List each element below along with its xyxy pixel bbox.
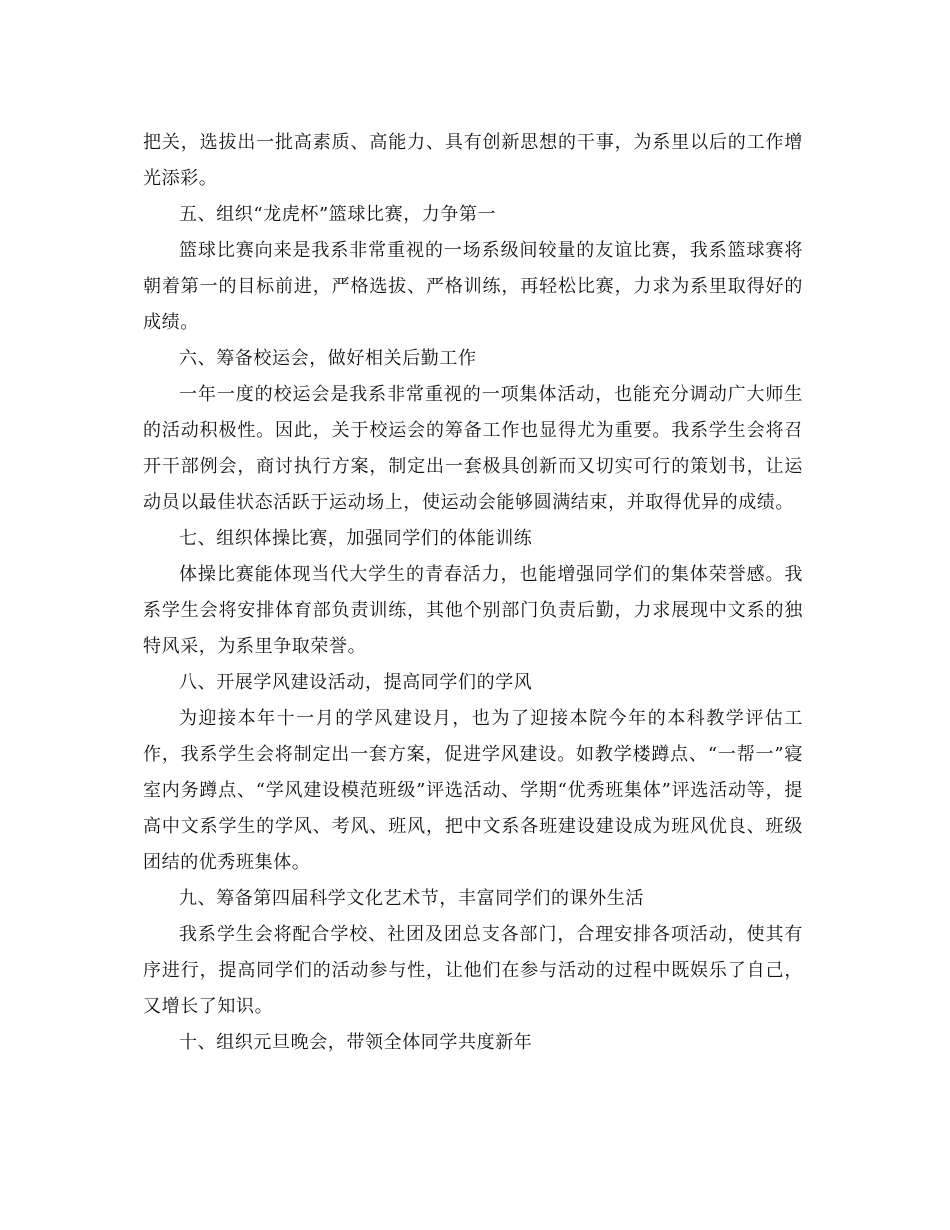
- document-body: [143, 125, 803, 1061]
- section-heading-7: 七、组织体操比赛，加强同学们的体能训练: [179, 528, 533, 549]
- paragraph-gymnastics: 体操比赛能体现当代大学生的青春活力，也能增强同学们的集体荣誉感。我系学生会将安排体育部负责训练，其他个别部门负责后勤，力求展现中文系的独特风采，为系里争取荣誉。: [143, 564, 803, 657]
- section-heading-8: 八、开展学风建设活动，提高同学们的学风: [179, 672, 533, 693]
- paragraph-basketball: 篮球比赛向来是我系非常重视的一场系级间较量的友谊比赛，我系篮球赛将朝着第一的目标前进，严格选拔、严格训练，再轻松比赛，力求为系里取得好的成绩。: [143, 240, 803, 333]
- paragraph-continued: 把关，选拔出一批高素质、高能力、具有创新思想的干事，为系里以后的工作增光添彩。: [143, 132, 803, 189]
- paragraph-sports-meet: 一年一度的校运会是我系非常重视的一项集体活动，也能充分调动广大师生的活动积极性。因此，关于校运会的筹备工作也显得尤为重要。我系学生会将召开干部例会，商讨执行方案，制定出一套极具创新而又切实可行的策划书，让运动员以最佳状态活跃于运动场上，使运动会能够圆满结束，并取得优异的成绩。: [143, 384, 803, 513]
- section-heading-9: 九、筹备第四届科学文化艺术节，丰富同学们的课外生活: [179, 888, 644, 909]
- section-heading-10: 十、组织元旦晚会，带领全体同学共度新年: [179, 1032, 533, 1053]
- section-heading-6: 六、筹备校运会，做好相关后勤工作: [179, 348, 477, 369]
- paragraph-study-style: 为迎接本年十一月的学风建设月，也为了迎接本院今年的本科教学评估工作，我系学生会将制定出一套方案，促进学风建设。如教学楼蹲点、“一帮一”寝室内务蹲点、“学风建设模范班级”评选活动、学期“优秀班集体”评选活动等，提高中文系学生的学风、考风、班风，把中文系各班建设建设成为班风优良、班级团结的优秀班集体。: [143, 708, 803, 873]
- section-heading-5: 五、组织“龙虎杯”篮球比赛，力争第一: [179, 204, 497, 225]
- paragraph-arts-festival: 我系学生会将配合学校、社团及团总支各部门，合理安排各项活动，使其有序进行，提高同学们的活动参与性，让他们在参与活动的过程中既娱乐了自己，又增长了知识。: [143, 924, 803, 1017]
